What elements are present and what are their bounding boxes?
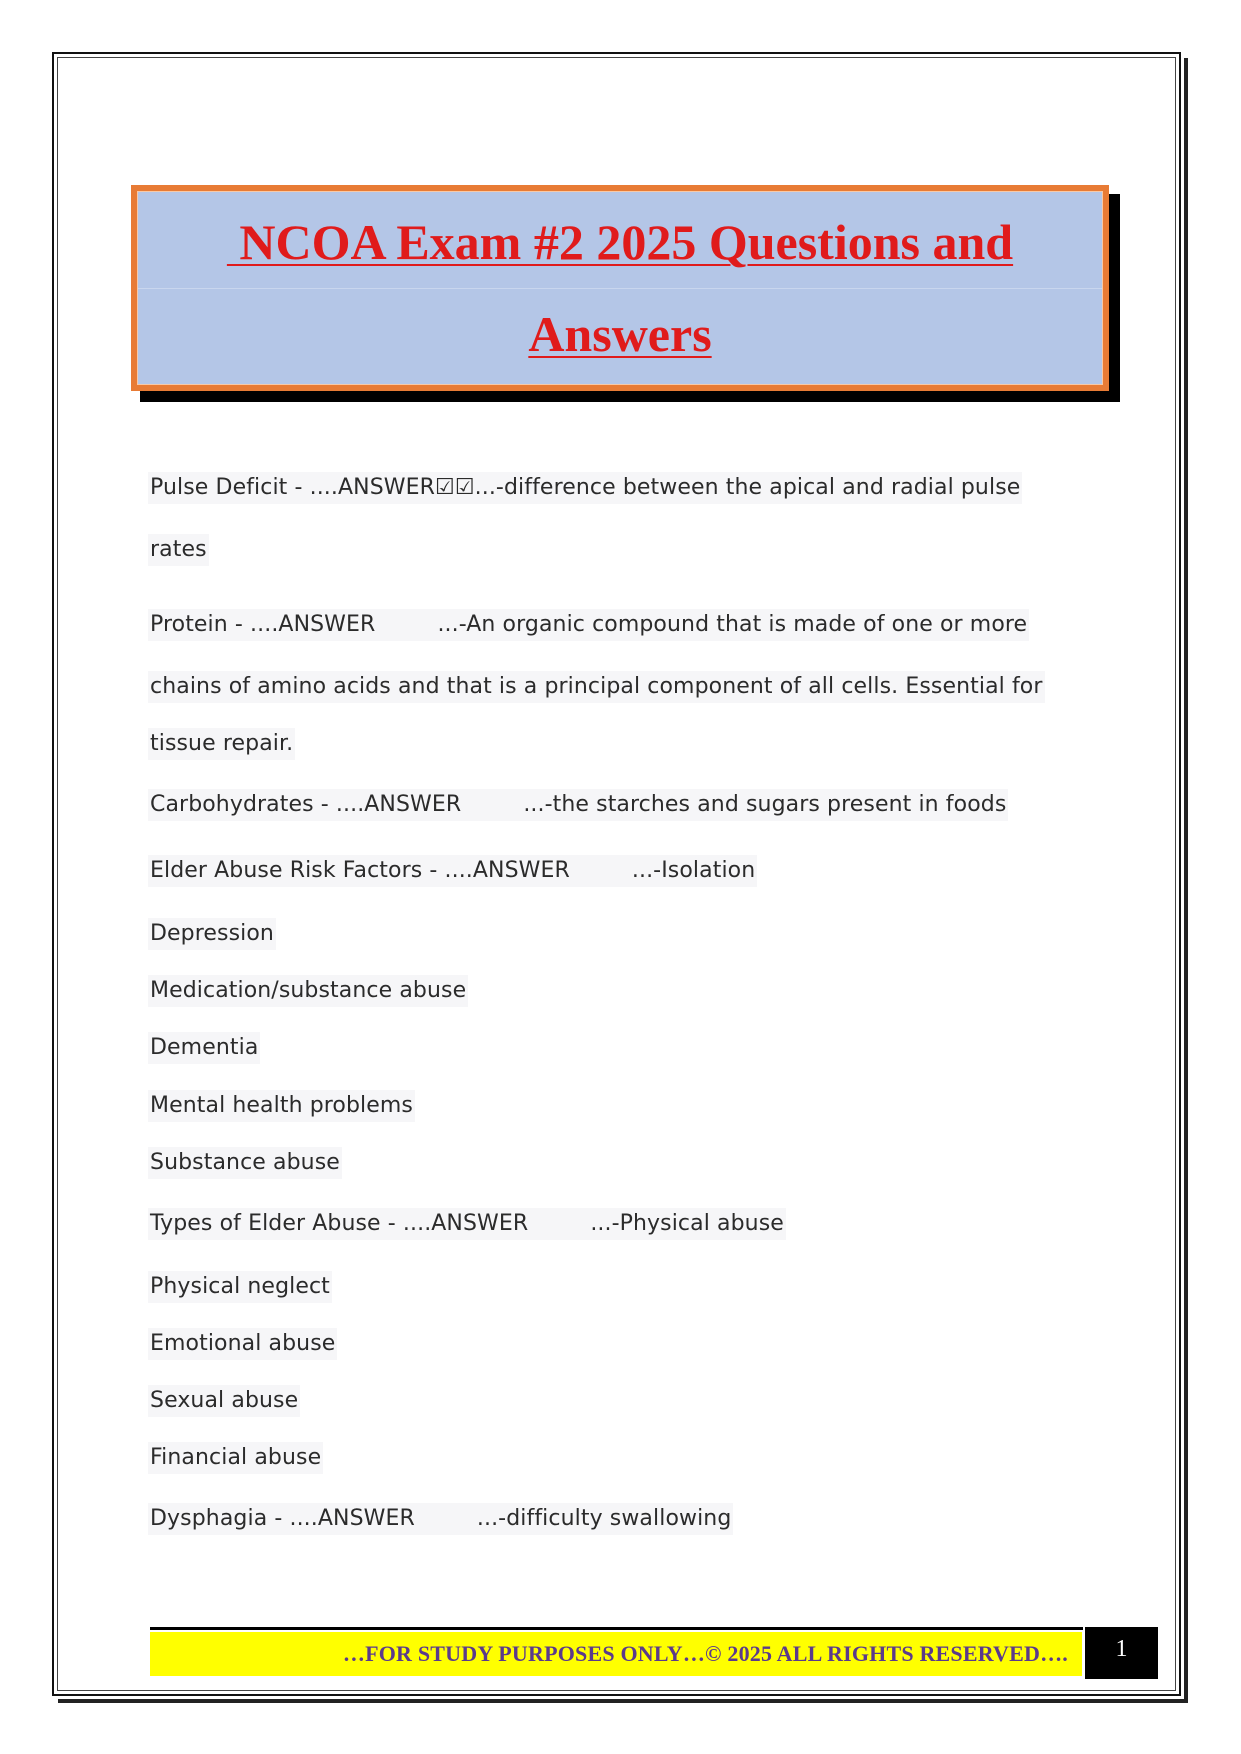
title-box xyxy=(131,185,1109,391)
entry-term: Dysphagia - ....ANSWER xyxy=(150,1506,415,1531)
entry-term: Carbohydrates - ....ANSWER xyxy=(150,792,462,817)
entry-dysphagia xyxy=(148,1503,733,1535)
entry-answer: ...-Isolation xyxy=(631,858,756,883)
list-item: Financial abuse xyxy=(148,1442,323,1474)
entry-answer: ...-Physical abuse xyxy=(590,1211,784,1236)
entry-pulse-deficit-continuation: rates xyxy=(148,534,209,566)
entry-elder-abuse-risk-factors xyxy=(148,855,757,887)
entry-carbohydrates xyxy=(148,789,1008,821)
entry-types-of-elder-abuse xyxy=(148,1208,786,1240)
list-item: Sexual abuse xyxy=(148,1385,300,1417)
entry-answer: ...-An organic compound that is made of one or more xyxy=(437,612,1028,637)
list-item: Depression xyxy=(148,918,276,950)
page-title-line-2: Answers xyxy=(528,306,712,362)
entry-answer: ...-the starches and sugars present in foods xyxy=(523,792,1007,817)
entry-term: Elder Abuse Risk Factors - ....ANSWER xyxy=(150,858,570,883)
entry-term: Types of Elder Abuse - ....ANSWER xyxy=(150,1211,529,1236)
entry-protein-line-2: chains of amino acids and that is a principal component of all cells. Essential for xyxy=(148,671,1045,703)
page-number: 1 xyxy=(1085,1627,1158,1679)
entry-pulse-deficit: Pulse Deficit - ....ANSWER☑☑...-difference between the apical and radial pulse xyxy=(148,472,1022,504)
list-item: Mental health problems xyxy=(148,1090,415,1122)
list-item: Physical neglect xyxy=(148,1271,332,1303)
footer-text: …FOR STUDY PURPOSES ONLY…© 2025 ALL RIGHTS RESERVED…. xyxy=(342,1641,1068,1666)
entry-term: Protein - ....ANSWER xyxy=(150,612,376,637)
entry-protein xyxy=(148,609,1029,641)
entry-answer: ...-difficulty swallowing xyxy=(476,1506,732,1531)
footer-rule xyxy=(150,1627,1083,1630)
list-item: Medication/substance abuse xyxy=(148,975,468,1007)
list-item: Dementia xyxy=(148,1032,260,1064)
page-title-line-1: NCOA Exam #2 2025 Questions and xyxy=(226,214,1014,270)
list-item: Substance abuse xyxy=(148,1147,342,1179)
list-item: Emotional abuse xyxy=(148,1328,337,1360)
title-box-inner xyxy=(137,191,1103,385)
footer-banner xyxy=(150,1632,1082,1676)
entry-protein-line-3: tissue repair. xyxy=(148,728,295,760)
